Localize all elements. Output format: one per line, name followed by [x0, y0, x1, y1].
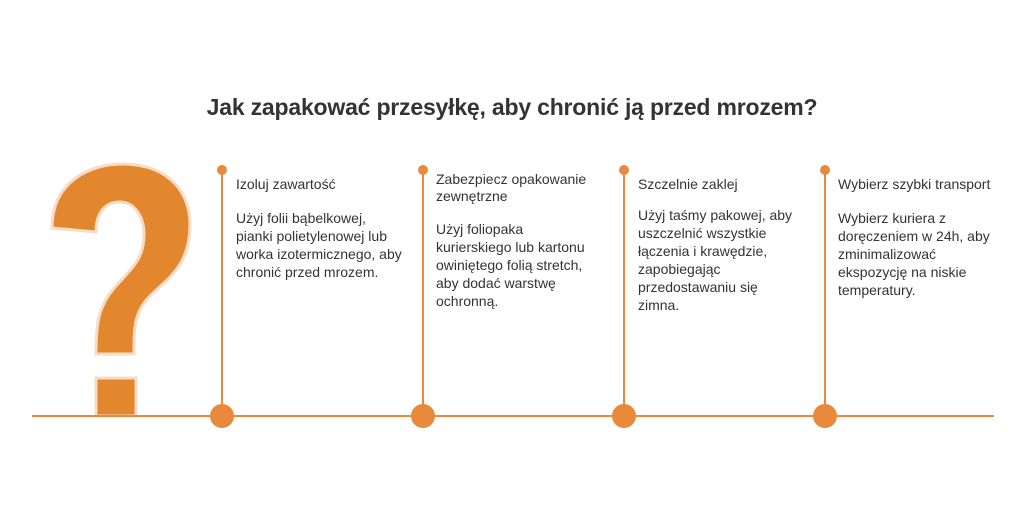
timeline-node [813, 404, 837, 428]
step-description: Użyj folii bąbelkowej, pianki polietylenowej lub worka izotermicznego, aby chronić przed mrozem. [236, 210, 402, 280]
step-description: Użyj taśmy pakowej, aby uszczelnić wszystkie łączenia i krawędzie, zapobiegając przedostawaniu się zimna. [638, 207, 793, 313]
step-title: Szczelnie zaklej [638, 176, 738, 192]
timeline-stem [422, 170, 424, 416]
timeline-node [210, 404, 234, 428]
step-title: Zabezpiecz opakowanie zewnętrzne [436, 171, 587, 204]
step-title: Wybierz szybki transport [838, 176, 991, 192]
timeline-top-dot [418, 165, 428, 175]
timeline-top-dot [217, 165, 227, 175]
timeline-top-dot [820, 165, 830, 175]
step-description: Wybierz kuriera z doręczeniem w 24h, aby zminimalizować ekspozycję na niskie temperatury. [838, 210, 990, 298]
timeline-baseline [32, 415, 994, 417]
timeline-stem [623, 170, 625, 416]
timeline-stem [824, 170, 826, 416]
timeline-node [411, 404, 435, 428]
question-mark-icon [30, 158, 200, 420]
page-title: Jak zapakować przesyłkę, aby chronić ją przed mrozem? [206, 94, 818, 120]
timeline-stem [221, 170, 223, 416]
step-title: Izoluj zawartość [236, 176, 336, 192]
step-description: Użyj foliopaka kurierskiego lub kartonu owiniętego folią stretch, aby dodać warstwę ochronną. [436, 221, 585, 309]
timeline-top-dot [619, 165, 629, 175]
timeline-node [612, 404, 636, 428]
